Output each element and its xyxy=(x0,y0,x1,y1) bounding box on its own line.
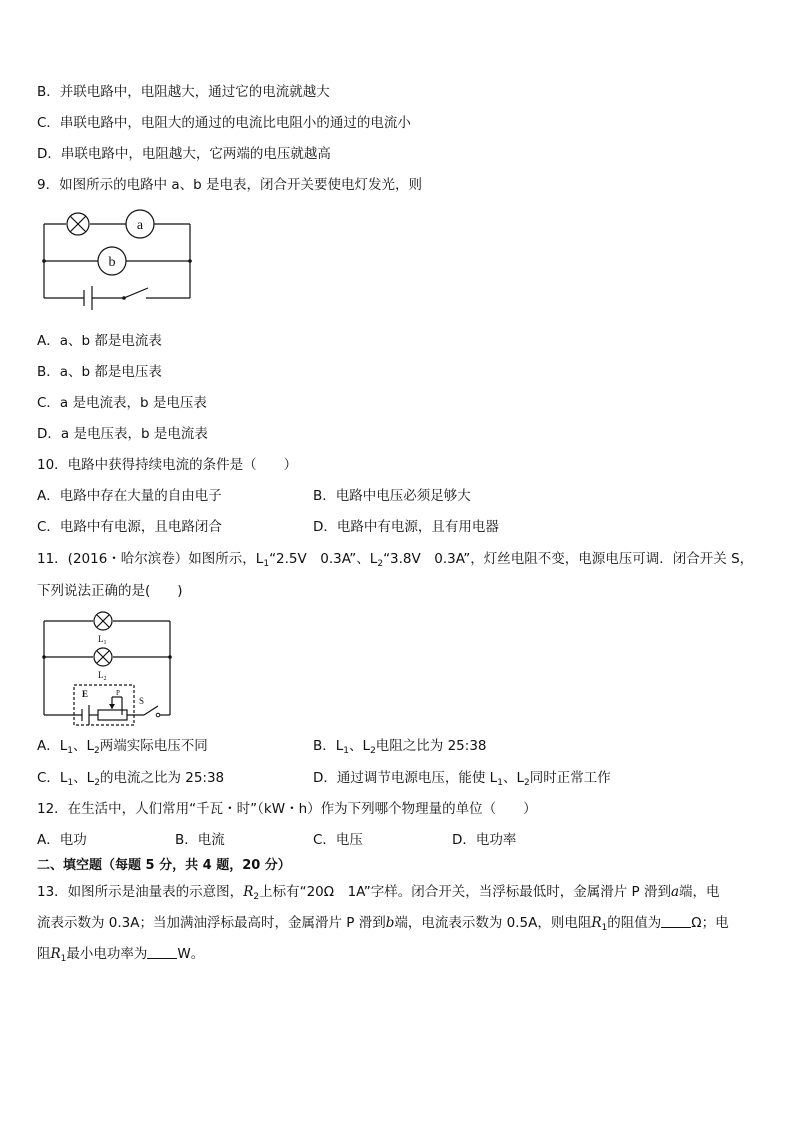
q13-line2: 流表示数为 0.3A；当加满油浮标最高时，金属滑片 P 滑到b端，电流表示数为 0.5A，则电阻$R_1$的阻值为 Ω；电 xyxy=(37,915,729,933)
lamp-symbol-icon xyxy=(67,213,89,235)
q10-option-a: A．电路中存在大量的自由电子 xyxy=(37,488,222,504)
q11-option-c: C．$L_1$、$L_2$的电流之比为 25:38 xyxy=(37,770,225,788)
q11-stem-line2: 下列说法正确的是( ) xyxy=(37,583,183,599)
q9-option-b: B．a、b 都是电压表 xyxy=(37,364,162,380)
q11-stem: 11．(2016・哈尔滨卷）如图所示，$L_1“2.5V$ 0.3A”、$L_2“3.8V$ 0.3A”，灯丝电阻不变，电源电压可调．闭合开关 S， xyxy=(37,551,754,569)
svg-text:L1: $L_1$ xyxy=(98,634,107,646)
slider-p-label: P xyxy=(116,689,120,697)
switch-s-label: S xyxy=(139,696,145,706)
q12-stem: 12．在生活中，人们常用“千瓦・时”（kW・h）作为下列哪个物理量的单位（ ） xyxy=(37,801,537,817)
q12-option-d: D．电功率 xyxy=(452,832,517,848)
svg-text:L2: $L_2$ xyxy=(98,670,107,682)
q10-stem: 10．电路中获得持续电流的条件是（ ） xyxy=(37,457,298,473)
q8-option-c: C．串联电路中，电阻大的通过的电流比电阻小的通过的电流小 xyxy=(37,115,411,131)
q9-option-d: D．a 是电压表，b 是电流表 xyxy=(37,426,208,442)
answer-blank-r1-resistance[interactable] xyxy=(661,915,691,928)
lamp-l1-icon xyxy=(94,612,112,630)
answer-blank-min-power[interactable] xyxy=(147,946,177,959)
q13-line1: 13．如图所示是油量表的示意图，$R_2$上标有“20Ω 1A”字样。闭合开关，当浮标最低时，金属滑片 P 滑到a端，电 xyxy=(37,884,720,902)
lamp-l2-icon xyxy=(94,648,112,666)
q11-circuit-diagram xyxy=(36,605,176,727)
q12-option-b: B．电流 xyxy=(175,832,225,848)
q9-circuit-diagram xyxy=(36,202,196,312)
q10-option-b: B．电路中电压必须足够大 xyxy=(313,488,471,504)
q11-option-b: B．$L_1$、$L_2$电阻之比为 25:38 xyxy=(313,738,487,756)
q9-stem: 9．如图所示的电路中 a、b 是电表，闭合开关要使电灯发光，则 xyxy=(37,177,423,193)
q10-option-c: C．电路中有电源，且电路闭合 xyxy=(37,519,222,535)
q8-option-b: B．并联电路中，电阻越大，通过它的电流就越大 xyxy=(37,84,330,100)
q11-option-a: A．$L_1$、$L_2$两端实际电压不同 xyxy=(37,738,208,756)
q10-option-d: D．电路中有电源，且有用电器 xyxy=(313,519,499,535)
q12-option-a: A．电功 xyxy=(37,832,87,848)
source-e-label: E xyxy=(82,689,89,699)
q9-option-a: A．a、b 都是电流表 xyxy=(37,333,162,349)
meter-a-label: a xyxy=(136,218,144,233)
q13-line3: 阻$R_1$最小电功率为 W。 xyxy=(37,946,205,964)
q12-option-c: C．电压 xyxy=(313,832,363,848)
q9-option-c: C．a 是电流表，b 是电压表 xyxy=(37,395,207,411)
q11-option-d: D．通过调节电源电压，能使 $L_1$、$L_2$同时正常工作 xyxy=(313,770,611,788)
q8-option-d: D．串联电路中，电阻越大，它两端的电压就越高 xyxy=(37,146,331,162)
section-heading-fill-in: 二、填空题（每题 5 分，共 4 题，20 分） xyxy=(37,858,291,873)
meter-b-label: b xyxy=(108,255,116,270)
